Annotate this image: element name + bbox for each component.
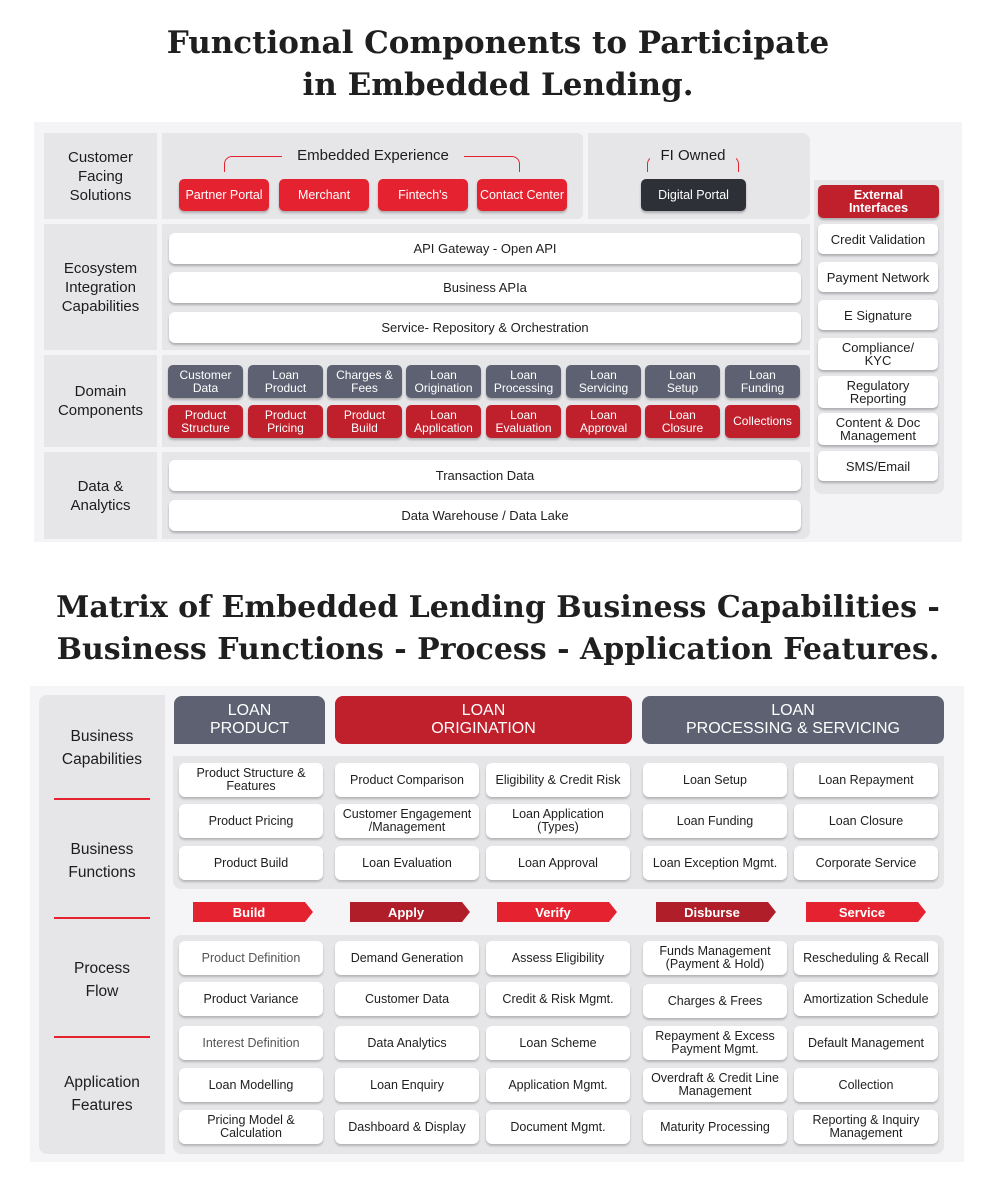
service-repository-bar: Service- Repository & Orchestration <box>169 312 801 343</box>
domain-loan-funding: Loan Funding <box>725 365 800 398</box>
process-step-label: Apply <box>387 904 425 920</box>
ext-payment-network: Payment Network <box>818 262 938 292</box>
process-step-label: Disburse <box>684 904 740 920</box>
domain-loan-processing: Loan Processing <box>486 365 561 398</box>
function-cell: Loan Approval <box>486 846 630 880</box>
feature-cell: Amortization Schedule <box>794 982 938 1016</box>
function-cell: Loan Closure <box>794 804 938 838</box>
capability-loan-origination: LOAN ORIGINATION <box>335 696 632 744</box>
ext-content-doc-management: Content & Doc Management <box>818 413 938 445</box>
diagram-title-1 <box>0 22 996 106</box>
matrix-label-capabilities: Business Capabilities <box>61 728 143 768</box>
separator-3 <box>54 1036 150 1038</box>
feature-cell: Collection <box>794 1068 938 1102</box>
feature-cell: Data Analytics <box>335 1026 479 1060</box>
digital-portal-chip: Digital Portal <box>641 179 746 211</box>
feature-cell: Overdraft & Credit Line Management <box>643 1068 787 1102</box>
process-step-label: Build <box>232 904 266 920</box>
feature-cell: Product Variance <box>179 982 323 1016</box>
process-step-service <box>806 902 926 922</box>
function-cell: Customer Engagement /Management <box>335 804 479 838</box>
function-cell: Loan Exception Mgmt. <box>643 846 787 880</box>
title-1-line-2: in Embedded Lending. <box>302 67 694 103</box>
domain-loan-closure: Loan Closure <box>645 405 720 438</box>
process-step-apply <box>350 902 470 922</box>
capability-loan-product: LOAN PRODUCT <box>174 696 325 744</box>
matrix-label-functions: Business Functions <box>68 841 136 881</box>
feature-cell: Customer Data <box>335 982 479 1016</box>
domain-loan-application: Loan Application <box>406 405 481 438</box>
feature-cell: Interest Definition <box>179 1026 323 1060</box>
feature-cell: Loan Scheme <box>486 1026 630 1060</box>
ext-regulatory-reporting: Regulatory Reporting <box>818 376 938 408</box>
function-cell: Loan Funding <box>643 804 787 838</box>
feature-cell: Demand Generation <box>335 941 479 975</box>
feature-cell: Document Mgmt. <box>486 1110 630 1144</box>
row-label-domain: Domain Components <box>57 383 144 419</box>
domain-product-build: Product Build <box>327 405 402 438</box>
ext-credit-validation: Credit Validation <box>818 224 938 254</box>
separator-1 <box>54 798 150 800</box>
fintechs-chip: Fintech's <box>378 179 468 211</box>
feature-cell: Default Management <box>794 1026 938 1060</box>
merchant-chip: Merchant <box>279 179 369 211</box>
domain-product-pricing: Product Pricing <box>248 405 323 438</box>
ext-sms-email: SMS/Email <box>818 451 938 481</box>
fi-owned-label: FI Owned <box>650 147 736 164</box>
function-cell: Product Comparison <box>335 763 479 797</box>
domain-loan-servicing: Loan Servicing <box>566 365 641 398</box>
function-cell: Loan Setup <box>643 763 787 797</box>
feature-cell: Pricing Model & Calculation <box>179 1110 323 1144</box>
feature-cell: Reporting & Inquiry Management <box>794 1110 938 1144</box>
function-cell: Loan Repayment <box>794 763 938 797</box>
diagram-title-2 <box>0 587 996 671</box>
feature-cell: Dashboard & Display <box>335 1110 479 1144</box>
matrix-label-process: Process Flow <box>74 960 130 1000</box>
feature-cell: Application Mgmt. <box>486 1068 630 1102</box>
domain-loan-evaluation: Loan Evaluation <box>486 405 561 438</box>
partner-portal-chip: Partner Portal <box>179 179 269 211</box>
process-step-label: Verify <box>535 904 571 920</box>
matrix-label-features: Application Features <box>64 1074 140 1114</box>
domain-loan-product: Loan Product <box>248 365 323 398</box>
process-step-verify <box>497 902 617 922</box>
process-step-build <box>193 902 313 922</box>
feature-cell: Assess Eligibility <box>486 941 630 975</box>
function-cell: Product Build <box>179 846 323 880</box>
feature-cell: Credit & Risk Mgmt. <box>486 982 630 1016</box>
process-step-disburse <box>656 902 776 922</box>
data-warehouse-bar: Data Warehouse / Data Lake <box>169 500 801 531</box>
external-interfaces-header: External Interfaces <box>818 185 939 218</box>
separator-2 <box>54 917 150 919</box>
title-1-line-1: Functional Components to Participate <box>166 25 830 61</box>
domain-product-structure: Product Structure <box>168 405 243 438</box>
row-label-customer-facing: Customer Facing Solutions <box>67 148 134 204</box>
process-step-label: Service <box>838 904 886 920</box>
domain-collections: Collections <box>725 405 800 438</box>
capability-loan-processing-servicing: LOAN PROCESSING & SERVICING <box>642 696 944 744</box>
domain-customer-data: Customer Data <box>168 365 243 398</box>
api-gateway-bar: API Gateway - Open API <box>169 233 801 264</box>
row-label-data: Data & Analytics <box>70 477 131 514</box>
feature-cell: Loan Modelling <box>179 1068 323 1102</box>
business-api-bar: Business APIa <box>169 272 801 303</box>
embedded-experience-label: Embedded Experience <box>282 147 464 164</box>
ext-e-signature: E Signature <box>818 300 938 330</box>
feature-cell: Charges & Frees <box>643 984 787 1018</box>
title-2-line-1: Matrix of Embedded Lending Business Capabilities - <box>56 590 940 625</box>
feature-cell: Product Definition <box>179 941 323 975</box>
function-cell: Loan Application (Types) <box>486 804 630 838</box>
feature-cell: Loan Enquiry <box>335 1068 479 1102</box>
feature-cell: Rescheduling & Recall <box>794 941 938 975</box>
function-cell: Product Pricing <box>179 804 323 838</box>
function-cell: Product Structure & Features <box>179 763 323 797</box>
domain-loan-origination: Loan Origination <box>406 365 481 398</box>
domain-loan-approval: Loan Approval <box>566 405 641 438</box>
feature-cell: Maturity Processing <box>643 1110 787 1144</box>
domain-loan-setup: Loan Setup <box>645 365 720 398</box>
transaction-data-bar: Transaction Data <box>169 460 801 491</box>
row-label-ecosystem: Ecosystem Integration Capabilities <box>61 259 140 315</box>
function-cell: Corporate Service <box>794 846 938 880</box>
domain-charges-fees: Charges & Fees <box>327 365 402 398</box>
function-cell: Eligibility & Credit Risk <box>486 763 630 797</box>
title-2-line-2: Business Functions - Process - Application Features. <box>56 632 940 667</box>
contact-center-chip: Contact Center <box>477 179 567 211</box>
ext-compliance-kyc: Compliance/ KYC <box>818 338 938 370</box>
feature-cell: Repayment & Excess Payment Mgmt. <box>643 1026 787 1060</box>
feature-cell: Funds Management (Payment & Hold) <box>643 941 787 975</box>
function-cell: Loan Evaluation <box>335 846 479 880</box>
